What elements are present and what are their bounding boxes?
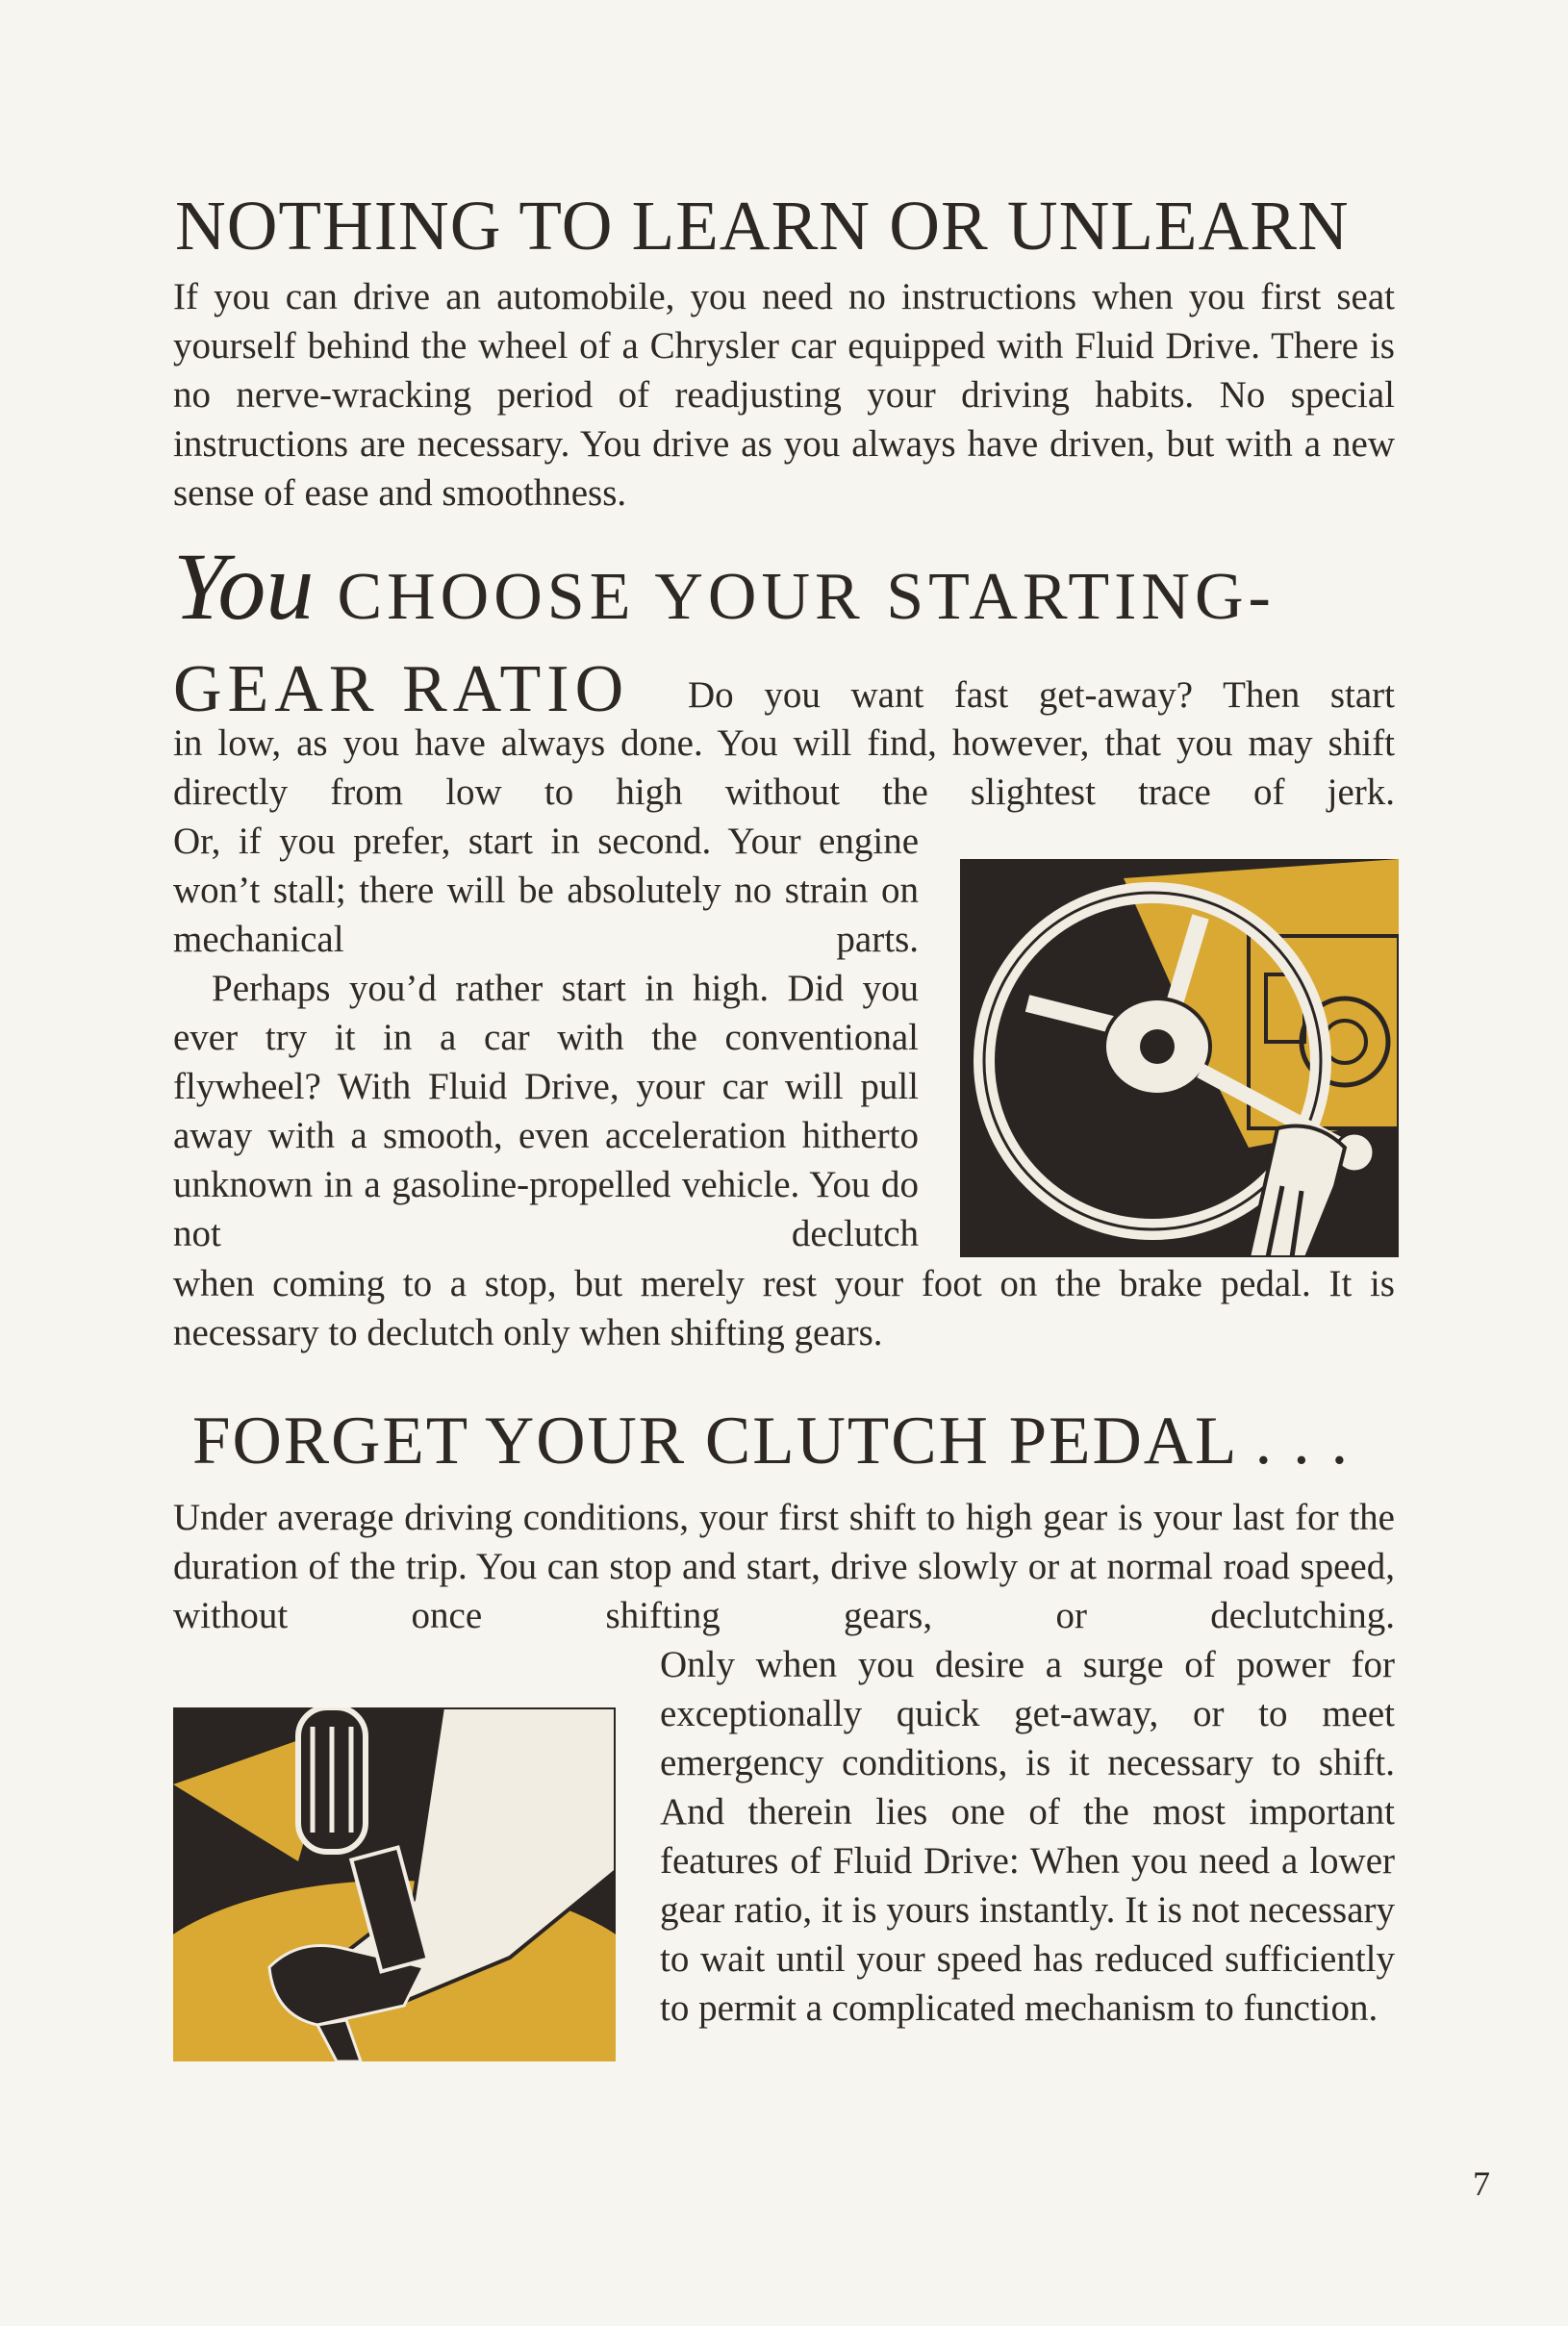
paragraph-starting-gear-full: in low, as you have always done. You will find, however, that you may shift directly from low to high without the slightest trace of jerk.	[173, 722, 1395, 813]
paragraph-starting-gear-narrow	[173, 817, 919, 1258]
paragraph-starting-gear-end: when coming to a stop, but merely rest your foot on the brake pedal. It is necessary to declutch only when shifting gears.	[173, 1263, 1395, 1353]
heading-line-2: GEAR RATIO	[173, 652, 630, 726]
section-heading-nothing-to-learn: NOTHING TO LEARN OR UNLEARN	[175, 187, 1350, 265]
foot-on-pedal-illustration-icon	[173, 1707, 616, 2061]
paragraph-starting-gear-intro: Do you want fast get-away? Then start	[688, 674, 1395, 716]
paragraph-high-gear: Perhaps you’d rather start in high. Did you ever try it in a car with the conventional flywheel? With Fluid Drive, your car will pull away with a smooth, even acceleration hitherto unknown in a gasoline-propelled vehicle. You do not declutch	[173, 968, 919, 1254]
section-heading-starting-gear	[173, 531, 1276, 642]
paragraph-second-gear: Or, if you prefer, start in second. Your engine won’t stall; there will be absolutely no strain on mechanical parts.	[173, 821, 919, 960]
steering-wheel-illustration	[960, 859, 1399, 1257]
heading-italic-you: You	[173, 533, 315, 640]
heading-line-1: CHOOSE YOUR STARTING-	[337, 560, 1276, 634]
paragraph-forget-clutch-full: Under average driving conditions, your first shift to high gear is your last for the duration of the trip. You can stop and start, drive slowly or at normal road speed, without once shifting gears, or declutching.	[173, 1497, 1395, 1636]
paragraph-forget-clutch-narrow: Only when you desire a surge of power for exceptionally quick get-away, or to meet emergency conditions, is it necessary to shift. And therein lies one of the most important features of Fluid Drive: When you need a lower gear ratio, it is yours instantly. It is not necessary to wait until your speed has reduced sufficiently to permit a complicated mechanism to function.	[660, 1644, 1395, 2029]
section-heading-forget-clutch: FORGET YOUR CLUTCH PEDAL . . .	[192, 1403, 1351, 1479]
steering-wheel-dashboard-illustration-icon	[960, 859, 1399, 1257]
page-number: 7	[1473, 2164, 1490, 2203]
paragraph-nothing-to-learn: If you can drive an automobile, you need no instructions when you first seat yourself behind the wheel of a Chrysler car equipped with Fluid Drive. There is no nerve-wracking period of readjusting your driving habits. No special instructions are necessary. You drive as you always have driven, but with a new sense of ease and smoothness.	[173, 276, 1395, 514]
clutch-pedal-illustration	[173, 1707, 616, 2061]
